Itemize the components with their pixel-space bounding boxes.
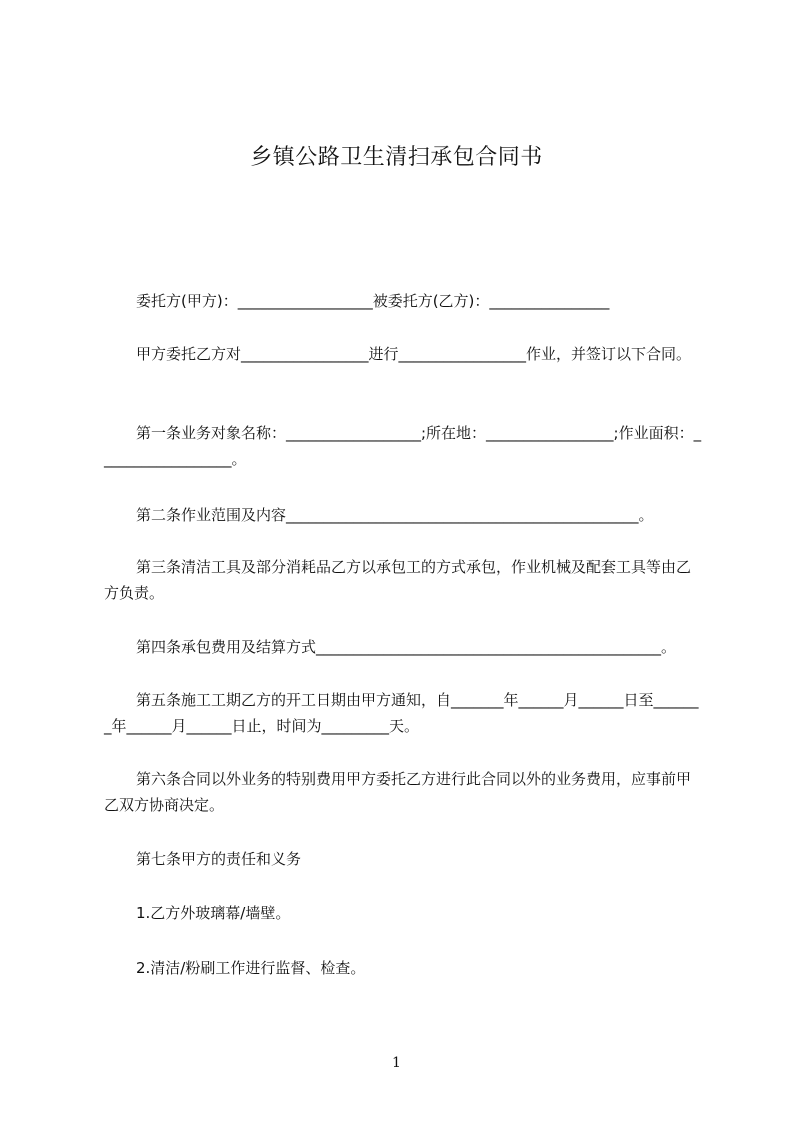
parties-line: 委托方(甲方)：__________________被委托方(乙方)：________________ xyxy=(136,292,610,310)
article-3-paragraph: 第三条清洁工具及部分消耗品乙方以承包工的方式承包，作业机械及配套工具等由乙方负责。 xyxy=(104,558,692,602)
entrust-paragraph: 甲方委托乙方对_________________进行_________________作业，并签订以下合同。 xyxy=(136,345,692,363)
article-6-paragraph: 第六条合同以外业务的特别费用甲方委托乙方进行此合同以外的业务费用，应事前甲乙双方协商决定。 xyxy=(104,770,692,814)
article-4-paragraph: 第四条承包费用及结算方式______________________________________________。 xyxy=(136,638,677,656)
document-title: 乡镇公路卫生清扫承包合同书 xyxy=(250,145,543,170)
article-7-item-1: 1.乙方外玻璃幕/墙壁。 xyxy=(136,904,291,922)
article-1-paragraph: 第一条业务对象名称：__________________;所在地：_________________;作业面积：__________________。 xyxy=(104,424,702,468)
article-2-paragraph: 第二条作业范围及内容_______________________________________________。 xyxy=(136,506,654,524)
article-5-paragraph: 第五条施工工期乙方的开工日期由甲方通知，自_______年______月______日至_______年______月______日止，时间为_________天。 xyxy=(104,691,699,735)
article-7-item-2: 2.清洁/粉刷工作进行监督、检查。 xyxy=(136,959,366,977)
page-number: 1 xyxy=(392,1055,401,1071)
article-7-heading: 第七条甲方的责任和义务 xyxy=(136,850,302,868)
